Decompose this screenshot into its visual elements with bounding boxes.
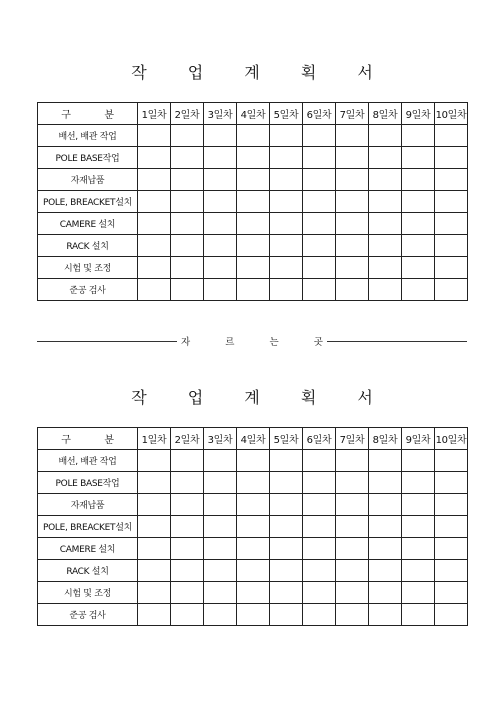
schedule-cell[interactable]: [336, 450, 369, 472]
schedule-cell[interactable]: [171, 560, 204, 582]
schedule-cell[interactable]: [270, 538, 303, 560]
schedule-cell[interactable]: [138, 169, 171, 191]
cut-label-char: 자: [181, 337, 191, 348]
table-row: [38, 538, 468, 560]
schedule-cell[interactable]: [303, 494, 336, 516]
day-header: 6일차: [303, 428, 336, 450]
schedule-cell[interactable]: [336, 516, 369, 538]
schedule-cell[interactable]: [237, 191, 270, 213]
schedule-cell[interactable]: [435, 516, 468, 538]
table-row: [38, 235, 468, 257]
schedule-cell[interactable]: [336, 257, 369, 279]
table-row: [38, 582, 468, 604]
schedule-cell[interactable]: [171, 191, 204, 213]
table-row: [38, 213, 468, 235]
table-row: [38, 257, 468, 279]
table-row: [38, 604, 468, 626]
schedule-cell[interactable]: [303, 125, 336, 147]
schedule-cell[interactable]: [204, 169, 237, 191]
schedule-cell[interactable]: [369, 169, 402, 191]
schedule-cell[interactable]: [171, 450, 204, 472]
schedule-cell[interactable]: [204, 604, 237, 626]
schedule-cell[interactable]: [171, 147, 204, 169]
day-header: 4일차: [237, 103, 270, 125]
schedule-cell[interactable]: [435, 494, 468, 516]
page-title-bottom: 작 업 계 획 서: [131, 388, 391, 407]
schedule-cell[interactable]: [435, 235, 468, 257]
schedule-cell[interactable]: [402, 279, 435, 301]
schedule-cell[interactable]: [303, 582, 336, 604]
schedule-cell[interactable]: [303, 516, 336, 538]
schedule-cell[interactable]: [204, 472, 237, 494]
schedule-cell[interactable]: [303, 235, 336, 257]
day-header: 1일차: [138, 103, 171, 125]
schedule-cell[interactable]: [336, 472, 369, 494]
task-label: POLE BASE작업: [38, 147, 138, 169]
schedule-cell[interactable]: [171, 125, 204, 147]
schedule-cell[interactable]: [369, 191, 402, 213]
schedule-cell[interactable]: [369, 560, 402, 582]
schedule-cell[interactable]: [336, 147, 369, 169]
schedule-cell[interactable]: [138, 450, 171, 472]
schedule-cell[interactable]: [369, 582, 402, 604]
schedule-cell[interactable]: [435, 582, 468, 604]
cut-label-char: 곳: [313, 337, 323, 348]
schedule-cell[interactable]: [237, 279, 270, 301]
task-label: CAMERE 설치: [38, 538, 138, 560]
day-header: 9일차: [402, 103, 435, 125]
cut-line: [37, 334, 467, 348]
schedule-cell[interactable]: [435, 147, 468, 169]
schedule-cell[interactable]: [270, 257, 303, 279]
schedule-cell[interactable]: [171, 279, 204, 301]
schedule-cell[interactable]: [402, 560, 435, 582]
schedule-cell[interactable]: [138, 604, 171, 626]
schedule-cell[interactable]: [270, 604, 303, 626]
header-row: [38, 428, 468, 450]
header-row: [38, 103, 468, 125]
schedule-cell[interactable]: [336, 213, 369, 235]
schedule-cell[interactable]: [138, 279, 171, 301]
schedule-cell[interactable]: [237, 538, 270, 560]
schedule-cell[interactable]: [237, 235, 270, 257]
table-row: [38, 147, 468, 169]
schedule-cell[interactable]: [369, 279, 402, 301]
day-header: 7일차: [336, 428, 369, 450]
schedule-cell[interactable]: [303, 604, 336, 626]
schedule-cell[interactable]: [270, 516, 303, 538]
corner-header-part: 분: [104, 435, 114, 446]
schedule-cell[interactable]: [369, 516, 402, 538]
schedule-cell[interactable]: [138, 472, 171, 494]
schedule-cell[interactable]: [138, 494, 171, 516]
schedule-cell[interactable]: [402, 516, 435, 538]
table-row: [38, 450, 468, 472]
schedule-cell[interactable]: [270, 213, 303, 235]
corner-header-part: 분: [104, 110, 114, 121]
schedule-cell[interactable]: [435, 450, 468, 472]
schedule-cell[interactable]: [369, 472, 402, 494]
schedule-cell[interactable]: [138, 560, 171, 582]
cut-label: [181, 334, 323, 348]
table-row: [38, 279, 468, 301]
corner-header: [38, 428, 138, 450]
task-label: 시험 및 조정: [38, 257, 138, 279]
schedule-cell[interactable]: [369, 213, 402, 235]
task-label: POLE BASE작업: [38, 472, 138, 494]
day-header: 10일차: [435, 428, 468, 450]
schedule-cell[interactable]: [171, 494, 204, 516]
schedule-cell[interactable]: [369, 125, 402, 147]
task-label: 배선, 배관 작업: [38, 450, 138, 472]
schedule-cell[interactable]: [270, 147, 303, 169]
task-label: CAMERE 설치: [38, 213, 138, 235]
schedule-cell[interactable]: [138, 235, 171, 257]
schedule-cell[interactable]: [303, 147, 336, 169]
schedule-cell[interactable]: [435, 213, 468, 235]
schedule-cell[interactable]: [270, 582, 303, 604]
day-header: 3일차: [204, 428, 237, 450]
schedule-cell[interactable]: [402, 582, 435, 604]
schedule-cell[interactable]: [303, 560, 336, 582]
schedule-cell[interactable]: [270, 279, 303, 301]
schedule-cell[interactable]: [204, 538, 237, 560]
schedule-cell[interactable]: [138, 147, 171, 169]
schedule-cell[interactable]: [402, 450, 435, 472]
day-header: 9일차: [402, 428, 435, 450]
day-header: 3일차: [204, 103, 237, 125]
schedule-cell[interactable]: [369, 604, 402, 626]
schedule-cell[interactable]: [237, 257, 270, 279]
task-label: 준공 검사: [38, 604, 138, 626]
schedule-cell[interactable]: [171, 257, 204, 279]
cut-label-char: 는: [269, 337, 279, 348]
schedule-cell[interactable]: [237, 125, 270, 147]
schedule-cell[interactable]: [369, 538, 402, 560]
schedule-cell[interactable]: [435, 169, 468, 191]
schedule-cell[interactable]: [270, 560, 303, 582]
schedule-cell[interactable]: [336, 582, 369, 604]
schedule-cell[interactable]: [204, 494, 237, 516]
schedule-cell[interactable]: [336, 169, 369, 191]
day-header: 8일차: [369, 103, 402, 125]
schedule-cell[interactable]: [204, 191, 237, 213]
schedule-cell[interactable]: [270, 494, 303, 516]
schedule-cell[interactable]: [402, 538, 435, 560]
table-row: [38, 125, 468, 147]
schedule-cell[interactable]: [402, 147, 435, 169]
task-label: RACK 설치: [38, 235, 138, 257]
schedule-cell[interactable]: [369, 235, 402, 257]
schedule-cell[interactable]: [303, 450, 336, 472]
schedule-cell[interactable]: [303, 191, 336, 213]
schedule-cell[interactable]: [204, 582, 237, 604]
schedule-cell[interactable]: [204, 147, 237, 169]
cut-line-right: [327, 341, 467, 342]
schedule-cell[interactable]: [204, 516, 237, 538]
table-row: [38, 472, 468, 494]
schedule-cell[interactable]: [402, 235, 435, 257]
schedule-cell[interactable]: [336, 560, 369, 582]
task-label: 배선, 배관 작업: [38, 125, 138, 147]
schedule-cell[interactable]: [237, 582, 270, 604]
schedule-cell[interactable]: [171, 538, 204, 560]
schedule-cell[interactable]: [402, 604, 435, 626]
page-title-top: 작 업 계 획 서: [131, 63, 391, 82]
task-label: 자재납품: [38, 169, 138, 191]
schedule-cell[interactable]: [204, 279, 237, 301]
cut-line-left: [37, 341, 177, 342]
schedule-cell[interactable]: [435, 560, 468, 582]
schedule-cell[interactable]: [270, 191, 303, 213]
table-row: [38, 191, 468, 213]
task-label: 준공 검사: [38, 279, 138, 301]
table-row: [38, 169, 468, 191]
schedule-cell[interactable]: [369, 450, 402, 472]
schedule-cell[interactable]: [171, 582, 204, 604]
day-header: 4일차: [237, 428, 270, 450]
schedule-cell[interactable]: [402, 191, 435, 213]
table-row: [38, 494, 468, 516]
schedule-cell[interactable]: [435, 191, 468, 213]
schedule-cell[interactable]: [336, 494, 369, 516]
schedule-cell[interactable]: [270, 169, 303, 191]
schedule-cell[interactable]: [402, 494, 435, 516]
schedule-cell[interactable]: [171, 604, 204, 626]
schedule-cell[interactable]: [204, 235, 237, 257]
day-header: 2일차: [171, 103, 204, 125]
schedule-cell[interactable]: [369, 257, 402, 279]
corner-header: [38, 103, 138, 125]
schedule-cell[interactable]: [402, 472, 435, 494]
schedule-cell[interactable]: [204, 213, 237, 235]
schedule-cell[interactable]: [369, 494, 402, 516]
task-label: 자재납품: [38, 494, 138, 516]
day-header: 5일차: [270, 103, 303, 125]
schedule-cell[interactable]: [336, 191, 369, 213]
schedule-cell[interactable]: [237, 147, 270, 169]
schedule-cell[interactable]: [435, 257, 468, 279]
schedule-cell[interactable]: [204, 450, 237, 472]
schedule-cell[interactable]: [237, 560, 270, 582]
schedule-cell[interactable]: [237, 494, 270, 516]
schedule-cell[interactable]: [336, 125, 369, 147]
day-header: 7일차: [336, 103, 369, 125]
schedule-cell[interactable]: [435, 472, 468, 494]
schedule-cell[interactable]: [138, 191, 171, 213]
schedule-cell[interactable]: [303, 257, 336, 279]
schedule-cell[interactable]: [402, 257, 435, 279]
day-header: 8일차: [369, 428, 402, 450]
schedule-cell[interactable]: [270, 125, 303, 147]
task-label: 시험 및 조정: [38, 582, 138, 604]
schedule-cell[interactable]: [270, 450, 303, 472]
schedule-cell[interactable]: [435, 604, 468, 626]
table-row: [38, 560, 468, 582]
schedule-cell[interactable]: [171, 472, 204, 494]
schedule-cell[interactable]: [138, 125, 171, 147]
task-label: POLE, BREACKET설치: [38, 191, 138, 213]
schedule-cell[interactable]: [336, 279, 369, 301]
schedule-cell[interactable]: [138, 582, 171, 604]
schedule-cell[interactable]: [402, 125, 435, 147]
schedule-cell[interactable]: [402, 169, 435, 191]
day-header: 5일차: [270, 428, 303, 450]
day-header: 1일차: [138, 428, 171, 450]
schedule-cell[interactable]: [237, 169, 270, 191]
schedule-cell[interactable]: [270, 472, 303, 494]
schedule-cell[interactable]: [303, 472, 336, 494]
schedule-cell[interactable]: [369, 147, 402, 169]
schedule-cell[interactable]: [303, 279, 336, 301]
corner-header-part: 구: [61, 110, 71, 121]
schedule-cell[interactable]: [336, 604, 369, 626]
schedule-cell[interactable]: [303, 213, 336, 235]
task-label: POLE, BREACKET설치: [38, 516, 138, 538]
schedule-cell[interactable]: [138, 516, 171, 538]
cut-label-char: 르: [225, 337, 235, 348]
schedule-cell[interactable]: [237, 450, 270, 472]
schedule-cell[interactable]: [303, 169, 336, 191]
schedule-cell[interactable]: [435, 538, 468, 560]
task-label: RACK 설치: [38, 560, 138, 582]
day-header: 6일차: [303, 103, 336, 125]
schedule-cell[interactable]: [204, 560, 237, 582]
schedule-cell[interactable]: [171, 213, 204, 235]
corner-header-part: 구: [61, 435, 71, 446]
schedule-cell[interactable]: [303, 538, 336, 560]
schedule-cell[interactable]: [138, 538, 171, 560]
schedule-cell[interactable]: [138, 213, 171, 235]
schedule-cell[interactable]: [435, 279, 468, 301]
schedule-cell[interactable]: [402, 213, 435, 235]
day-header: 10일차: [435, 103, 468, 125]
schedule-cell[interactable]: [435, 125, 468, 147]
schedule-cell[interactable]: [237, 604, 270, 626]
schedule-cell[interactable]: [138, 257, 171, 279]
schedule-cell[interactable]: [171, 235, 204, 257]
schedule-cell[interactable]: [204, 125, 237, 147]
schedule-cell[interactable]: [237, 472, 270, 494]
schedule-cell[interactable]: [336, 538, 369, 560]
schedule-cell[interactable]: [204, 257, 237, 279]
schedule-cell[interactable]: [171, 516, 204, 538]
work-plan-table-bottom: [37, 427, 468, 626]
schedule-cell[interactable]: [336, 235, 369, 257]
day-header: 2일차: [171, 428, 204, 450]
schedule-cell[interactable]: [237, 516, 270, 538]
schedule-cell[interactable]: [270, 235, 303, 257]
schedule-cell[interactable]: [237, 213, 270, 235]
table-row: [38, 516, 468, 538]
schedule-cell[interactable]: [171, 169, 204, 191]
work-plan-table-top: [37, 102, 468, 301]
